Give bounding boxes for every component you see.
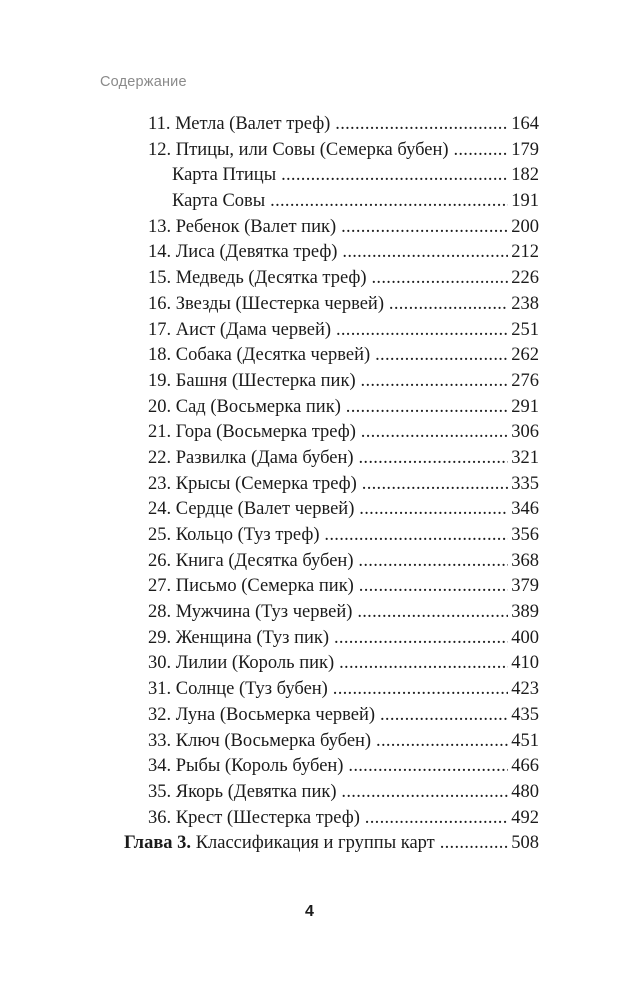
toc-entry-page: 164 bbox=[508, 112, 539, 138]
toc-entry-page: 238 bbox=[508, 292, 539, 318]
toc-entry-page: 212 bbox=[508, 240, 539, 266]
toc-entry-page: 400 bbox=[508, 626, 539, 652]
toc-entry[interactable] bbox=[0, 112, 619, 138]
toc-entry-title: 23. Крысы (Семерка треф) ..... bbox=[148, 472, 539, 498]
toc-entry-title: 26. Книга (Десятка бубен) ..... bbox=[148, 549, 539, 575]
toc-entry-page: 356 bbox=[508, 523, 539, 549]
toc-entry-page: 423 bbox=[508, 677, 539, 703]
toc-entry[interactable] bbox=[0, 215, 619, 241]
toc-entry-title: 31. Солнце (Туз бубен) ..... bbox=[148, 677, 539, 703]
toc-entry-page: 179 bbox=[508, 138, 539, 164]
toc-entry-page: 466 bbox=[508, 754, 539, 780]
toc-entry-title: 35. Якорь (Девятка пик) ..... bbox=[148, 780, 539, 806]
toc-entry[interactable] bbox=[0, 497, 619, 523]
toc-entry-page: 480 bbox=[508, 780, 539, 806]
toc-entry-page: 306 bbox=[508, 420, 539, 446]
toc-entry-title: 30. Лилии (Король пик) ..... bbox=[148, 651, 539, 677]
toc-chapter-entry[interactable] bbox=[0, 831, 619, 857]
toc-entry[interactable] bbox=[0, 446, 619, 472]
toc-entry-title: 29. Женщина (Туз пик) ..... bbox=[148, 626, 539, 652]
toc-entry-title: 19. Башня (Шестерка пик) ..... bbox=[148, 369, 539, 395]
toc-entry-page: 321 bbox=[508, 446, 539, 472]
toc-entry-title: 34. Рыбы (Король бубен) ..... bbox=[148, 754, 539, 780]
toc-entry-page: 508 bbox=[508, 831, 539, 857]
toc-entry[interactable] bbox=[0, 292, 619, 318]
toc-entry-title: 24. Сердце (Валет червей) ..... bbox=[148, 497, 539, 523]
page-number: 4 bbox=[305, 903, 314, 920]
toc-entry-page: 368 bbox=[508, 549, 539, 575]
toc-entry-title: 20. Сад (Восьмерка пик) ..... bbox=[148, 395, 539, 421]
toc-entry[interactable] bbox=[0, 318, 619, 344]
toc-entry[interactable] bbox=[0, 754, 619, 780]
toc-entry-page: 191 bbox=[508, 189, 539, 215]
toc-subentry[interactable] bbox=[0, 189, 619, 215]
toc-entry-title: 32. Луна (Восьмерка червей) ..... bbox=[148, 703, 539, 729]
toc-entry-title: Карта Совы ..... bbox=[172, 189, 539, 215]
toc-entry-page: 276 bbox=[508, 369, 539, 395]
toc-entry-page: 200 bbox=[508, 215, 539, 241]
toc-entry-title: 21. Гора (Восьмерка треф) ..... bbox=[148, 420, 539, 446]
toc-entry[interactable] bbox=[0, 626, 619, 652]
toc-entry[interactable] bbox=[0, 780, 619, 806]
toc-entry-page: 451 bbox=[508, 729, 539, 755]
toc-entry-page: 492 bbox=[508, 806, 539, 832]
toc-entry[interactable] bbox=[0, 472, 619, 498]
toc-entry[interactable] bbox=[0, 343, 619, 369]
toc-entry-title: 18. Собака (Десятка червей) ..... bbox=[148, 343, 539, 369]
toc-entry-title: 12. Птицы, или Совы (Семерка бубен) ..... bbox=[148, 138, 539, 164]
toc-entry-page: 182 bbox=[508, 163, 539, 189]
toc-entry-page: 291 bbox=[508, 395, 539, 421]
toc-chapter-title bbox=[124, 831, 539, 857]
toc-entry-title: 25. Кольцо (Туз треф) ..... bbox=[148, 523, 539, 549]
toc-entry[interactable] bbox=[0, 395, 619, 421]
toc-entry[interactable] bbox=[0, 600, 619, 626]
toc-entry-title: 22. Развилка (Дама бубен) ..... bbox=[148, 446, 539, 472]
toc-entry-page: 346 bbox=[508, 497, 539, 523]
toc-entry-title: 33. Ключ (Восьмерка бубен) ..... bbox=[148, 729, 539, 755]
toc-subentry[interactable] bbox=[0, 163, 619, 189]
toc-entry[interactable] bbox=[0, 806, 619, 832]
toc-entry[interactable] bbox=[0, 574, 619, 600]
toc-entry[interactable] bbox=[0, 369, 619, 395]
toc-entry[interactable] bbox=[0, 266, 619, 292]
toc-entry[interactable] bbox=[0, 523, 619, 549]
toc-entry[interactable] bbox=[0, 651, 619, 677]
toc-entry-page: 410 bbox=[508, 651, 539, 677]
chapter-label: Глава 3. bbox=[124, 833, 192, 854]
toc-entry-title: 13. Ребенок (Валет пик) ..... bbox=[148, 215, 539, 241]
toc-entry-title: 14. Лиса (Девятка треф) ..... bbox=[148, 240, 539, 266]
toc-entry[interactable] bbox=[0, 729, 619, 755]
toc-entry-page: 226 bbox=[508, 266, 539, 292]
toc-entry-page: 262 bbox=[508, 343, 539, 369]
toc-entry-page: 335 bbox=[508, 472, 539, 498]
toc-entry-page: 379 bbox=[508, 574, 539, 600]
toc-entry-title: 15. Медведь (Десятка треф) ..... bbox=[148, 266, 539, 292]
toc-entry[interactable] bbox=[0, 138, 619, 164]
toc-entry-title: 36. Крест (Шестерка треф) ..... bbox=[148, 806, 539, 832]
toc-entry[interactable] bbox=[0, 240, 619, 266]
toc-entry-title: 27. Письмо (Семерка пик) ..... bbox=[148, 574, 539, 600]
toc-entry-page: 389 bbox=[508, 600, 539, 626]
toc-entry-title: Карта Птицы ..... bbox=[172, 163, 539, 189]
toc-entry[interactable] bbox=[0, 549, 619, 575]
toc-entry-title: 17. Аист (Дама червей) ..... bbox=[148, 318, 539, 344]
chapter-title-text: Классификация и группы карт bbox=[195, 833, 435, 854]
running-head: Содержание bbox=[100, 74, 187, 90]
toc-entry[interactable] bbox=[0, 703, 619, 729]
toc-entry-title: 16. Звезды (Шестерка червей) ..... bbox=[148, 292, 539, 318]
toc-entry-page: 251 bbox=[508, 318, 539, 344]
toc-entry-title: 11. Метла (Валет треф) ..... bbox=[148, 112, 539, 138]
toc-entry[interactable] bbox=[0, 420, 619, 446]
toc-entry-page: 435 bbox=[508, 703, 539, 729]
toc-entry[interactable] bbox=[0, 677, 619, 703]
toc-entry-title: 28. Мужчина (Туз червей) ..... bbox=[148, 600, 539, 626]
table-of-contents bbox=[0, 112, 619, 857]
